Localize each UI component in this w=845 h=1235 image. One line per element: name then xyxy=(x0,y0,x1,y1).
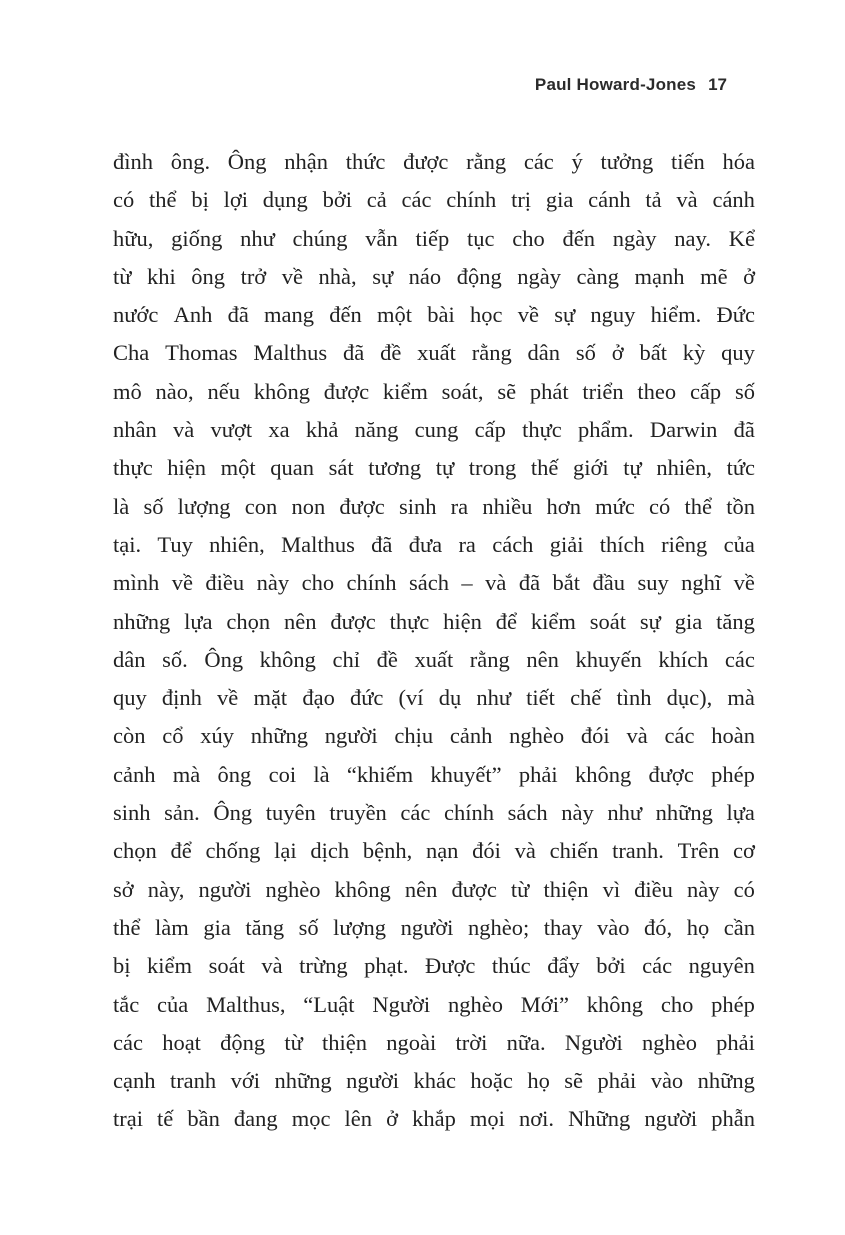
running-header-author: Paul Howard-Jones xyxy=(534,75,697,94)
text-line: nhân và vượt xa khả năng cung cấp thực phẩm. Darwin đã xyxy=(113,417,755,443)
page-number: 17 xyxy=(708,75,727,94)
text-line: sinh sản. Ông tuyên truyền các chính sách này như những lựa xyxy=(113,800,755,826)
text-line: thể làm gia tăng số lượng người nghèo; thay vào đó, họ cần xyxy=(113,914,755,940)
text-line: quy định về mặt đạo đức (ví dụ như tiết chế tình dục), mà xyxy=(113,685,755,711)
text-line: những lựa chọn nên được thực hiện để kiểm soát sự gia tăng xyxy=(113,608,755,634)
text-line: tại. Tuy nhiên, Malthus đã đưa ra cách giải thích riêng của xyxy=(113,531,755,557)
text-line: tắc của Malthus, “Luật Người nghèo Mới” không cho phép xyxy=(113,991,755,1017)
text-line: mô nào, nếu không được kiểm soát, sẽ phát triển theo cấp số xyxy=(113,378,755,404)
text-line: từ khi ông trở về nhà, sự náo động ngày càng mạnh mẽ ở xyxy=(113,263,755,289)
text-line: hữu, giống như chúng vẫn tiếp tục cho đến ngày nay. Kể xyxy=(113,225,755,251)
text-line: có thể bị lợi dụng bởi cả các chính trị gia cánh tả và cánh xyxy=(113,187,755,213)
body-text xyxy=(113,143,755,1139)
running-header xyxy=(535,72,727,98)
text-line: cảnh mà ông coi là “khiếm khuyết” phải không được phép xyxy=(113,761,755,787)
text-line: nước Anh đã mang đến một bài học về sự nguy hiểm. Đức xyxy=(113,302,755,328)
text-line: là số lượng con non được sinh ra nhiều hơn mức có thể tồn xyxy=(113,493,755,519)
text-line: dân số. Ông không chỉ đề xuất rằng nên khuyến khích các xyxy=(113,646,755,672)
text-line: trại tế bần đang mọc lên ở khắp mọi nơi. Những người phẫn xyxy=(113,1106,755,1132)
text-line: chọn để chống lại dịch bệnh, nạn đói và chiến tranh. Trên cơ xyxy=(113,838,755,864)
text-line: Cha Thomas Malthus đã đề xuất rằng dân số ở bất kỳ quy xyxy=(113,340,755,366)
text-line: còn cổ xúy những người chịu cảnh nghèo đói và các hoàn xyxy=(113,723,755,749)
text-line: đình ông. Ông nhận thức được rằng các ý tưởng tiến hóa xyxy=(113,149,755,174)
text-line: cạnh tranh với những người khác hoặc họ sẽ phải vào những xyxy=(113,1068,755,1094)
text-line: mình về điều này cho chính sách – và đã bắt đầu suy nghĩ về xyxy=(113,570,755,596)
text-line: thực hiện một quan sát tương tự trong thế giới tự nhiên, tức xyxy=(113,455,755,481)
text-line: sở này, người nghèo không nên được từ thiện vì điều này có xyxy=(113,876,755,902)
text-line: bị kiểm soát và trừng phạt. Được thúc đẩy bởi các nguyên xyxy=(113,953,755,979)
text-line: các hoạt động từ thiện ngoài trời nữa. Người nghèo phải xyxy=(113,1029,755,1055)
